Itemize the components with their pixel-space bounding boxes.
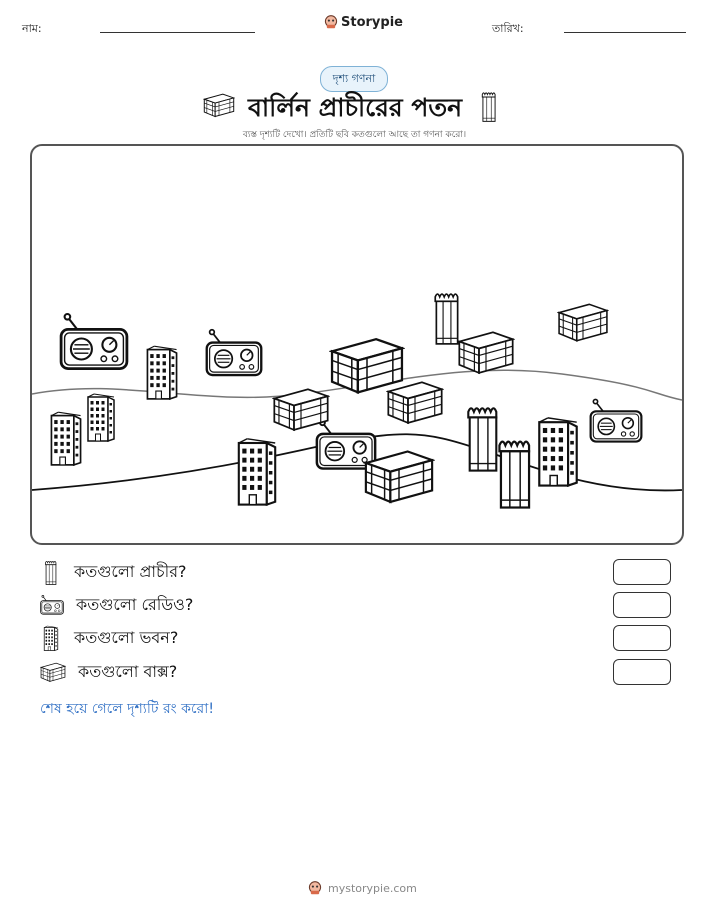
question-walls [40,559,187,585]
radio-icon [207,330,262,375]
question-text: কতগুলো রেডিও? [76,594,194,614]
name-label: নাম: [22,22,42,35]
building-icon [147,346,176,399]
wall-icon [468,408,496,470]
radio-icon [591,399,642,441]
radio-icon [40,593,64,617]
scene-illustration [32,146,682,543]
crate-icon [40,660,66,684]
question-text: কতগুলো ভবন? [74,627,179,647]
question-text: কতগুলো বাক্স? [78,661,178,681]
building-icon [239,439,275,505]
answer-box-crates[interactable] [613,659,671,685]
radio-icon [61,314,127,369]
name-line[interactable] [100,32,255,33]
building-icon [51,412,80,465]
building-icon [539,418,576,486]
question-radios [40,592,193,618]
brand-logo [324,14,403,30]
footer-logo [308,880,322,900]
site-url[interactable]: mystorypie.com [328,882,417,895]
question-buildings [40,625,178,651]
crate-icon [203,92,235,118]
counting-scene [30,144,684,545]
page-title: বার্লিন প্রাচীরের পতন [248,93,463,122]
brand-name: Storypie [341,14,403,30]
answer-box-radios[interactable] [613,592,671,618]
building-icon [40,625,62,651]
crate-icon [459,332,512,373]
date-line[interactable] [564,32,686,33]
wall-icon [478,90,500,122]
building-icon [88,394,114,441]
mascot-icon [324,14,338,30]
mascot-icon [308,880,322,896]
wall-icon [499,442,529,508]
date-label: তারিখ: [492,22,524,35]
answer-box-buildings[interactable] [613,625,671,651]
answer-box-walls[interactable] [613,559,671,585]
wall-icon [435,294,457,344]
category-badge: দৃশ্য গণনা [320,66,388,92]
wall-icon [40,559,62,585]
coloring-note: শেষ হয়ে গেলে দৃশ্যটি রং করো! [40,701,214,717]
crate-icon [332,339,402,392]
crate-icon [559,304,607,340]
instructions: ব্যস্ত দৃশ্যটি দেখো। প্রতিটি ছবি কতগুলো আছে তা গণনা করো। [242,130,467,140]
radio-icon [317,420,375,468]
question-text: কতগুলো প্রাচীর? [74,561,187,581]
crate-icon [388,382,441,423]
question-crates [40,659,177,685]
